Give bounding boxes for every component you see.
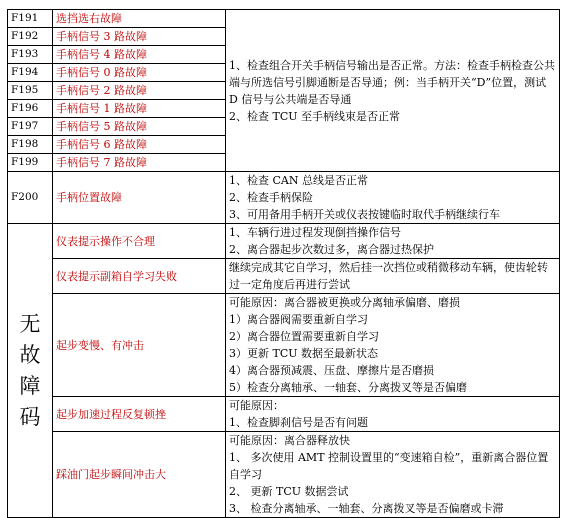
description-line: 1、 多次使用 AMT 控制设置里的“变速箱自检”，重新离合器位置自学习: [229, 451, 549, 481]
fault-name: 手柄信号 6 路故障: [53, 136, 226, 154]
fault-description: [226, 172, 560, 224]
fault-code: F199: [8, 154, 53, 172]
fault-name: 手柄信号 1 路故障: [53, 100, 226, 118]
description-line: 2、 更新 TCU 数据尝试: [229, 485, 349, 498]
description-line: 5）检查分离轴承、一轴套、分离拨叉等是否偏磨: [229, 381, 467, 394]
fault-name: 手柄位置故障: [53, 172, 226, 224]
fault-name: 手柄信号 3 路故障: [53, 28, 226, 46]
fault-code: F196: [8, 100, 53, 118]
description-line: 可能原因：离合器被更换或分离轴承偏磨、磨损: [229, 296, 460, 309]
description-line: 2、检查 TCU 至手柄线束是否正常: [229, 109, 401, 123]
symptom-description: [226, 397, 560, 432]
symptom-description: [226, 224, 560, 259]
no-fault-code-label: 无 故 障 码: [8, 224, 53, 518]
symptom-name: 起步变慢、有冲击: [53, 294, 226, 397]
fault-name: 手柄信号 4 路故障: [53, 46, 226, 64]
fault-name: 选挡选右故障: [53, 10, 226, 28]
description-line: 1）离合器阀需要重新自学习: [229, 313, 368, 326]
description-line: 1、检查脚刹信号是否有问题: [229, 416, 368, 429]
fault-code: F198: [8, 136, 53, 154]
description-line: 1、检查 CAN 总线是否正常: [229, 174, 368, 187]
table-row: [8, 224, 560, 259]
fault-code: F193: [8, 46, 53, 64]
symptom-name: 起步加速过程反复顿挫: [53, 397, 226, 432]
description-line: 2、检查手柄保险: [229, 191, 313, 204]
table-row: [8, 397, 560, 432]
fault-code: F191: [8, 10, 53, 28]
fault-name: 手柄信号 7 路故障: [53, 154, 226, 172]
description-line: 3、 检查分离轴承、一轴套、分离拨叉等是否偏磨或卡滞: [229, 502, 504, 515]
fault-name: 手柄信号 5 路故障: [53, 118, 226, 136]
description-line: 1、检查组合开关手柄信号输出是否正常。方法：检查手柄检查公共端与所选信号引脚通断是否导通；例：当手柄开关“D”位置，测试 D 信号与公共端是否导通: [229, 58, 555, 106]
fault-name: 手柄信号 2 路故障: [53, 82, 226, 100]
fault-code: F194: [8, 64, 53, 82]
table-row: [8, 294, 560, 397]
description-line: 继续完成其它自学习，然后挂一次挡位或稍微移动车辆，使齿轮转过一定角度后再进行尝试: [229, 261, 548, 291]
symptom-name: 仪表提示操作不合理: [53, 224, 226, 259]
description-line: 可能原因：: [229, 399, 284, 412]
symptom-description: [226, 432, 560, 518]
table-row: [8, 259, 560, 294]
table-row: [8, 10, 560, 28]
symptom-name: 仪表提示副箱自学习失败: [53, 259, 226, 294]
fault-code-table: [7, 9, 560, 518]
symptom-description: [226, 294, 560, 397]
symptom-name: 踩油门起步瞬间冲击大: [53, 432, 226, 518]
fault-code: F197: [8, 118, 53, 136]
fault-name: 手柄信号 0 路故障: [53, 64, 226, 82]
table-row: [8, 432, 560, 518]
description-line: 4）离合器预减震、压盘、摩擦片是否磨损: [229, 364, 434, 377]
fault-code: F195: [8, 82, 53, 100]
fault-description: [226, 10, 560, 172]
symptom-description: [226, 259, 560, 294]
description-line: 3）更新 TCU 数据至最新状态: [229, 347, 379, 360]
fault-code: F200: [8, 172, 53, 224]
description-line: 1、车辆行进过程发现倒挡操作信号: [229, 226, 401, 239]
description-line: 3、可用备用手柄开关或仪表按键临时取代手柄继续行车: [229, 208, 500, 221]
table-row: [8, 172, 560, 224]
description-line: 可能原因：离合器释放快: [229, 434, 350, 447]
description-line: 2）离合器位置需要重新自学习: [229, 330, 379, 343]
fault-code: F192: [8, 28, 53, 46]
description-line: 2、离合器起步次数过多，离合器过热保护: [229, 243, 434, 256]
